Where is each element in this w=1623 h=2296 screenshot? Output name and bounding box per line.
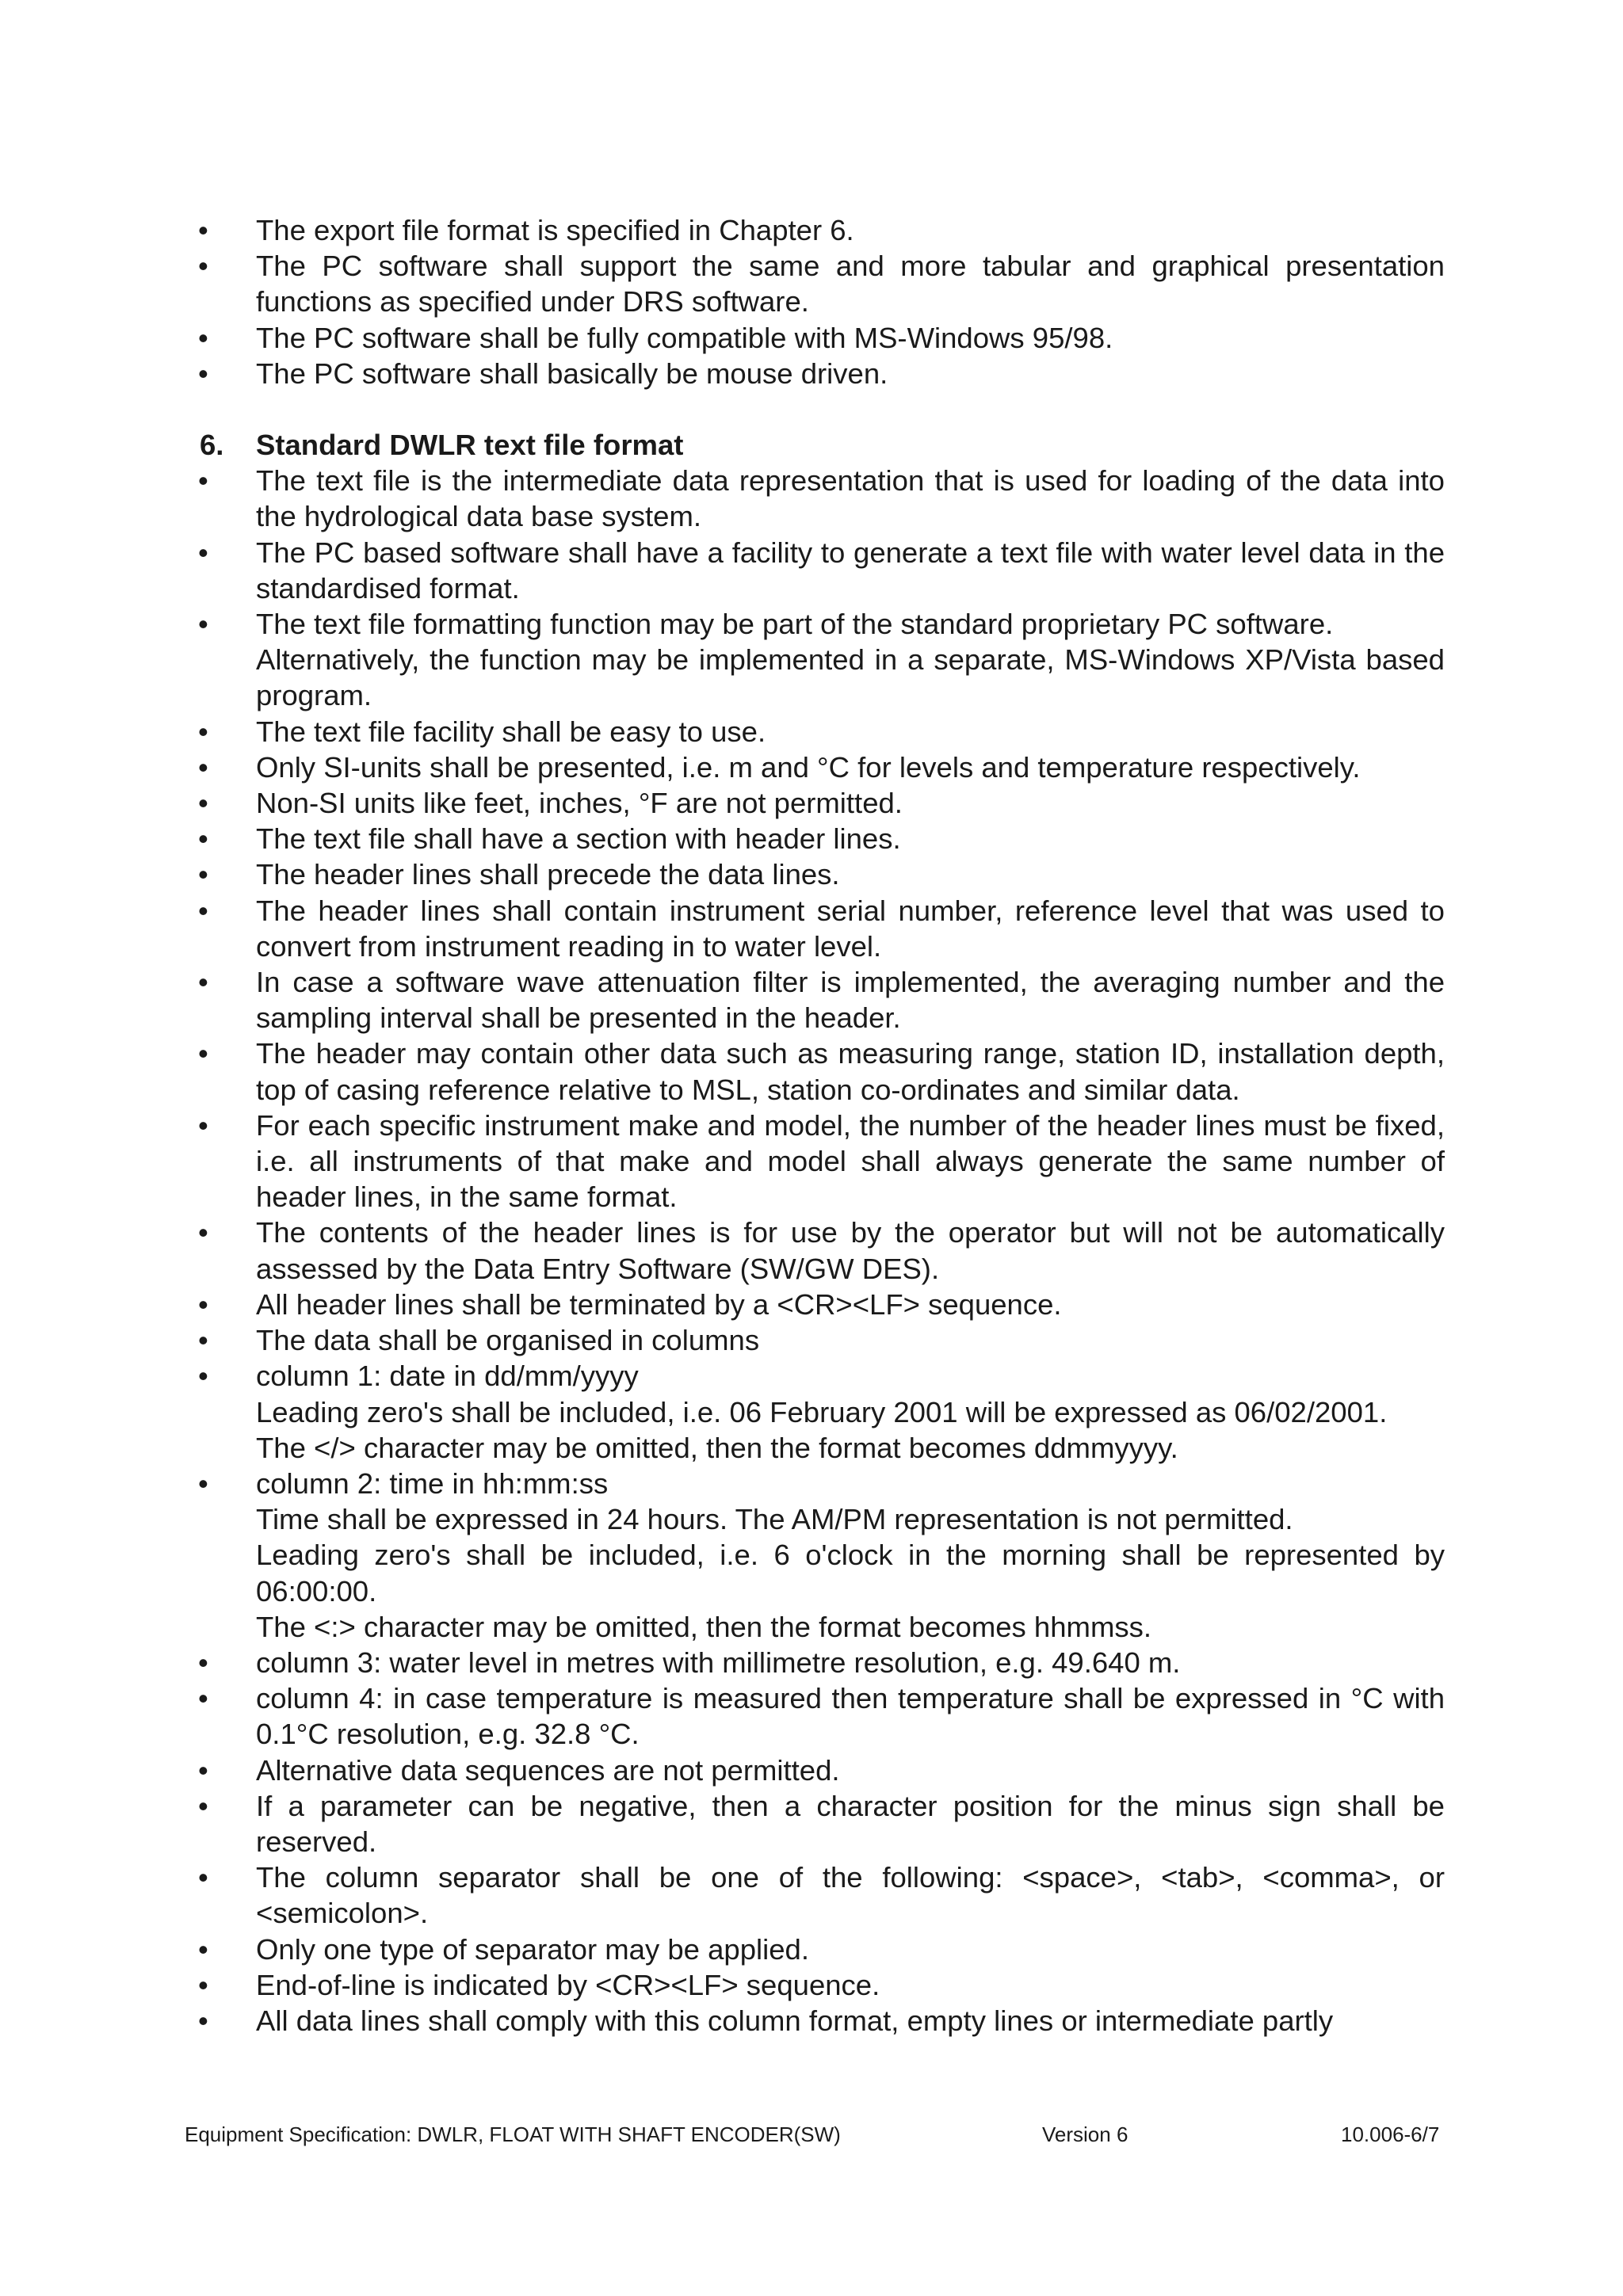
list-item-text: • All data lines shall comply with this column format, empty lines or intermediate partly <box>256 2004 1334 2037</box>
list-item <box>0 1466 1445 1645</box>
list-item <box>0 821 1445 856</box>
list-item-text: Time shall be expressed in 24 hours. The AM/PM representation is not permitted. <box>256 1503 1293 1536</box>
list-item <box>0 1035 1445 1107</box>
list-item-text: • The text file facility shall be easy to use. <box>256 715 766 748</box>
list-item-text: • The contents of the header lines is for use by the operator but will not be automatically assessed by the Data Entry Software (SW/GW DES). <box>256 1216 1445 1285</box>
list-item <box>0 1859 1445 1931</box>
text-file-format-list <box>0 463 1623 2039</box>
list-item <box>0 1108 1445 1215</box>
list-item-text: Leading zero's shall be included, i.e. 6 o'clock in the morning shall be represented by 06:00:00. <box>256 1539 1445 1608</box>
list-item-text: • column 1: date in dd/mm/yyyy <box>256 1360 639 1393</box>
list-item <box>0 964 1445 1035</box>
list-item-text: • For each specific instrument make and model, the number of the header lines must be fixed, i.e. all instruments of that make and model shall always generate the same number of header lines, in the same format. <box>256 1108 1445 1214</box>
list-item-text: Alternatively, the function may be implemented in a separate, MS-Windows XP/Vista based program. <box>256 643 1445 712</box>
list-item-text: • The header lines shall precede the data lines. <box>256 858 840 891</box>
list-item-text: • Only SI-units shall be presented, i.e. m and °C for levels and temperature respectively. <box>256 750 1361 784</box>
list-item-text: • End-of-line is indicated by <CR><LF> sequence. <box>256 1968 880 2001</box>
list-item-text: • The text file shall have a section with header lines. <box>256 822 901 856</box>
list-item <box>0 714 1445 749</box>
list-item-text: • The column separator shall be one of the following: <space>, <tab>, <comma>, or <semicolon>. <box>256 1861 1445 1930</box>
section-title: Standard DWLR text file format <box>256 429 684 462</box>
list-item-text: • The text file is the intermediate data representation that is used for loading of the data into the hydrological data base system. <box>256 464 1445 533</box>
list-item <box>0 856 1445 892</box>
list-item <box>0 1788 1445 1859</box>
list-item-text: • The header may contain other data such as measuring range, station ID, installation depth, top of casing reference relative to MSL, station co-ordinates and similar data. <box>256 1037 1445 1106</box>
list-item: • The PC software shall basically be mouse driven. <box>0 356 1445 391</box>
list-item <box>0 1645 1445 1680</box>
list-item-text: • column 3: water level in metres with millimetre resolution, e.g. 49.640 m. <box>256 1646 1181 1679</box>
list-item-text: • If a parameter can be negative, then a character position for the minus sign shall be reserved. <box>256 1789 1445 1858</box>
list-item <box>0 1358 1445 1466</box>
list-item <box>0 1932 1445 1967</box>
list-item-text: • The text file formatting function may be part of the standard proprietary PC software. <box>256 608 1334 641</box>
section-number: 6. <box>200 429 224 462</box>
list-item <box>0 1967 1445 2003</box>
list-item-text: • column 4: in case temperature is measured then temperature shall be expressed in °C with 0.1°C resolution, e.g. 32.8 °C. <box>256 1682 1445 1751</box>
list-item-text: • The data shall be organised in columns <box>256 1324 760 1357</box>
footer-version: Version 6 <box>1042 2122 1128 2146</box>
list-item-text: • In case a software wave attenuation filter is implemented, the averaging number and the sampling interval shall be presented in the header. <box>256 966 1445 1035</box>
list-item-text: • The PC based software shall have a facility to generate a text file with water level data in the standardised format. <box>256 536 1445 605</box>
list-item <box>0 893 1445 964</box>
list-item-text: • Non-SI units like feet, inches, °F are not permitted. <box>256 787 903 820</box>
page-footer <box>0 2120 1623 2152</box>
footer-page-number: 10.006-6/7 <box>1341 2122 1440 2146</box>
list-item <box>0 606 1445 714</box>
footer-document-title: Equipment Specification: DWLR, FLOAT WITH SHAFT ENCODER(SW) <box>185 2122 841 2146</box>
list-item-text: • Only one type of separator may be applied. <box>256 1932 809 1966</box>
list-item-text: • column 2: time in hh:mm:ss <box>256 1466 609 1500</box>
list-item-text: • All header lines shall be terminated by a <CR><LF> sequence. <box>256 1287 1062 1321</box>
list-item <box>0 1215 1445 1286</box>
list-item <box>0 463 1445 534</box>
software-requirements-list <box>0 212 1623 391</box>
list-item-text: • Alternative data sequences are not permitted. <box>256 1753 840 1787</box>
list-item-text: The </> character may be omitted, then the format becomes ddmmyyyy. <box>256 1431 1178 1464</box>
list-item <box>0 1753 1445 1788</box>
list-item <box>0 749 1445 785</box>
list-item-text: The <:> character may be omitted, then the format becomes hhmmss. <box>256 1610 1151 1643</box>
list-item: • The PC software shall support the same and more tabular and graphical presentation functions as specified under DRS software. <box>0 248 1445 319</box>
list-item <box>0 1287 1445 1322</box>
list-item <box>0 535 1445 606</box>
list-item-text: Leading zero's shall be included, i.e. 06 February 2001 will be expressed as 06/02/2001. <box>256 1395 1388 1428</box>
section-heading <box>0 427 1623 463</box>
list-item-text: • The header lines shall contain instrument serial number, reference level that was used to convert from instrument reading in to water level. <box>256 894 1445 963</box>
list-item <box>0 2003 1445 2039</box>
list-item <box>0 1322 1445 1358</box>
list-item <box>0 1680 1445 1752</box>
page-body <box>0 212 1623 2039</box>
list-item: • The PC software shall be fully compatible with MS-Windows 95/98. <box>0 320 1445 356</box>
list-item: • The export file format is specified in Chapter 6. <box>0 212 1445 248</box>
list-item <box>0 785 1445 821</box>
